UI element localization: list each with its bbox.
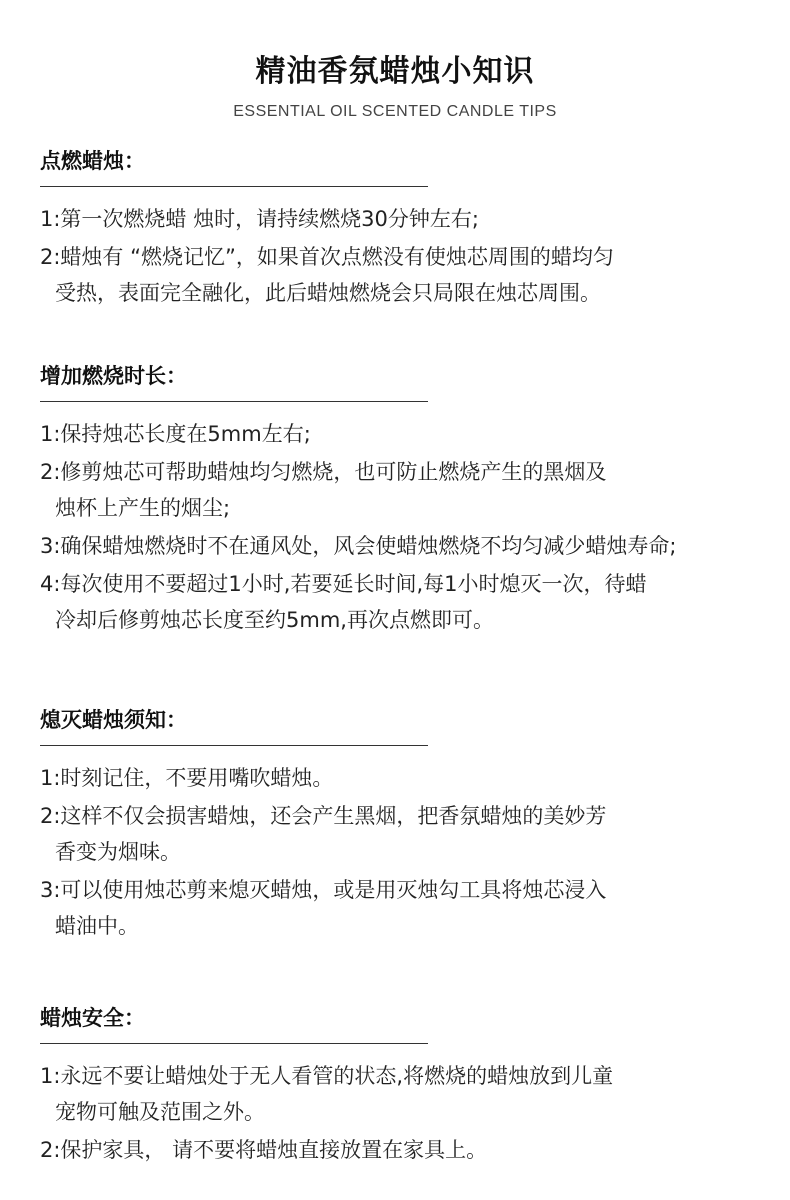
tip-item [40, 760, 770, 796]
section-lighting [40, 146, 770, 313]
tip-text: 4:每次使用不要超过1小时,若要延长时间,每1小时熄灭一次，待蜡 [40, 572, 647, 596]
tip-item [40, 798, 770, 870]
section-divider [40, 1043, 428, 1044]
section-heading: 增加燃烧时长： [40, 364, 187, 388]
section-heading: 熄灭蜡烛须知： [40, 708, 187, 732]
section-divider [40, 745, 428, 746]
tip-item [40, 201, 770, 237]
tip-text: 3:可以使用烛芯剪来熄灭蜡烛，或是用灭烛勾工具将烛芯浸入 [40, 878, 607, 902]
tip-text: 2:保护家具， 请不要将蜡烛直接放置在家具上。 [40, 1138, 488, 1162]
section-heading: 点燃蜡烛： [40, 149, 145, 173]
tip-text-continuation: 受热，表面完全融化，此后蜡烛燃烧会只局限在烛芯周围。 [55, 281, 601, 305]
tip-text: 1:保持烛芯长度在5mm左右; [40, 422, 311, 446]
tip-text-continuation: 香变为烟味。 [55, 840, 181, 864]
tip-text-continuation: 蜡油中。 [55, 914, 139, 938]
section-burn-time [40, 361, 770, 640]
tip-text-continuation: 烛杯上产生的烟尘; [55, 496, 231, 520]
tip-item [40, 1058, 770, 1130]
page-title: 精油香氛蜡烛小知识 [255, 54, 535, 89]
section-divider [40, 401, 428, 402]
tip-text: 1:永远不要让蜡烛处于无人看管的状态,将燃烧的蜡烛放到儿童 [40, 1064, 614, 1088]
section-heading: 蜡烛安全： [40, 1006, 145, 1030]
tip-item [40, 528, 770, 564]
section-divider [40, 186, 428, 187]
tip-item [40, 872, 770, 944]
tip-text: 3:确保蜡烛燃烧时不在通风处，风会使蜡烛燃烧不均匀减少蜡烛寿命; [40, 534, 677, 558]
tip-text-continuation: 宠物可触及范围之外。 [55, 1100, 265, 1124]
tip-item [40, 566, 770, 638]
tip-text: 1:第一次燃烧蜡 烛时，请持续燃烧30分钟左右; [40, 207, 479, 231]
tip-item [40, 454, 770, 526]
tip-text: 2:这样不仅会损害蜡烛，还会产生黑烟，把香氛蜡烛的美妙芳 [40, 804, 607, 828]
tip-text: 2:修剪烛芯可帮助蜡烛均匀燃烧，也可防止燃烧产生的黑烟及 [40, 460, 607, 484]
tip-text: 1:时刻记住，不要用嘴吹蜡烛。 [40, 766, 334, 790]
section-safety [40, 1003, 770, 1170]
section-extinguishing [40, 705, 770, 946]
tip-item [40, 239, 770, 311]
tip-text: 2:蜡烛有 “燃烧记忆”，如果首次点燃没有使烛芯周围的蜡均匀 [40, 245, 614, 269]
tip-text-continuation: 冷却后修剪烛芯长度至约5mm,再次点燃即可。 [55, 608, 494, 632]
page-subtitle: ESSENTIAL OIL SCENTED CANDLE TIPS [233, 103, 557, 120]
tip-item [40, 416, 770, 452]
tip-item [40, 1132, 770, 1168]
